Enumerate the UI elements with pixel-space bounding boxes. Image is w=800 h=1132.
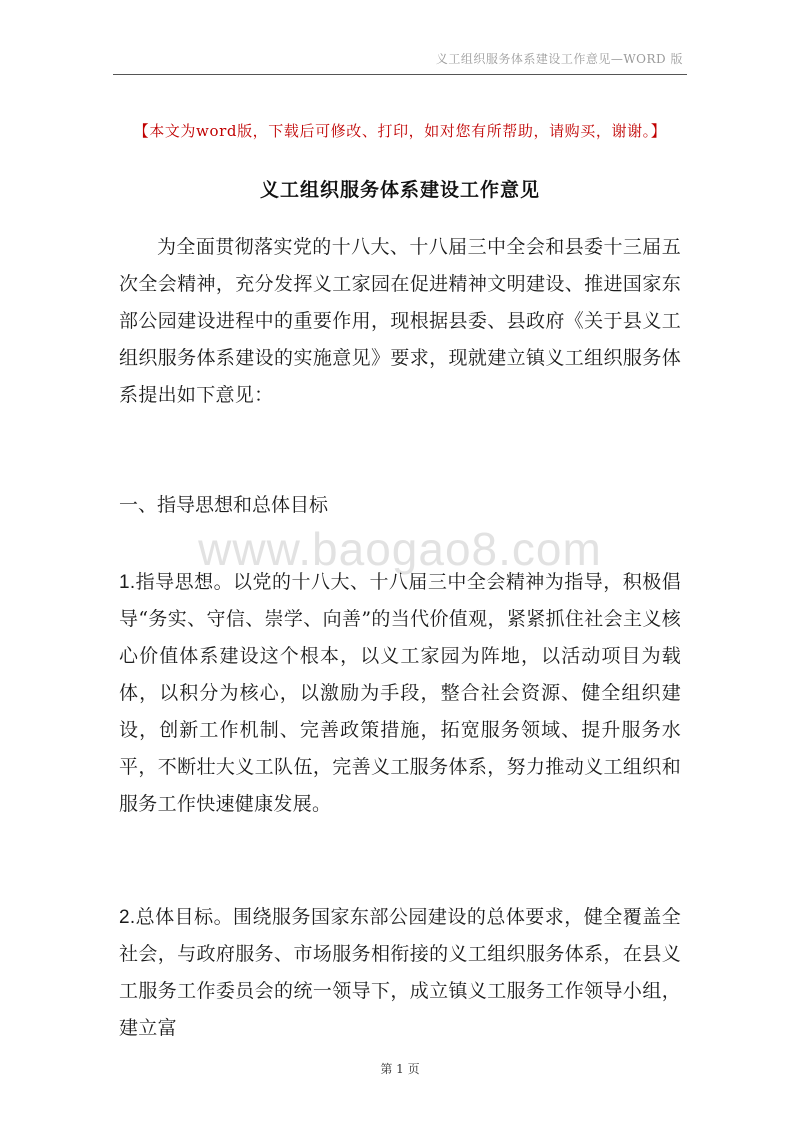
- item-number: 2.: [119, 907, 136, 928]
- document-title: 义工组织服务体系建设工作意见: [259, 179, 540, 201]
- intro-paragraph: 为全面贯彻落实党的十八大、十八届三中全会和县委十三届五次全会精神，充分发挥义工家园在促进精神文明建设、推进国家东部公园建设进程中的重要作用，现根据县委、县政府《关于县义工组织服务体系建设的实施意见》要求，现就建立镇义工组织服务体系提出如下意见：: [119, 236, 681, 406]
- running-header: 义工组织服务体系建设工作意见—WORD 版: [435, 52, 683, 66]
- item-number: 1.: [119, 572, 136, 593]
- section-heading: 一、指导思想和总体目标: [119, 494, 329, 516]
- item-text: 总体目标。围绕服务国家东部公园建设的总体要求，健全覆盖全社会，与政府服务、市场服务相衔接的义工组织服务体系，在县义工服务工作委员会的统一领导下，成立镇义工服务工作领导小组，建立富: [119, 906, 681, 1039]
- paragraph-item-2: [119, 899, 681, 1047]
- item-text: 指导思想。以党的十八大、十八届三中全会精神为指导，积极倡导“务实、守信、崇学、向善”的当代价值观，紧紧抓住社会主义核心价值体系建设这个根本，以义工家园为阵地，以活动项目为载体，以积分为核心，以激励为手段，整合社会资源、健全组织建设，创新工作机制、完善政策措施，拓宽服务领域、提升服务水平，不断壮大义工队伍，完善义工服务体系，努力推动义工组织和服务工作快速健康发展。: [119, 571, 681, 815]
- purchase-notice: 【本文为word版，下载后可修改、打印，如对您有所帮助，请购买，谢谢。】: [133, 122, 667, 140]
- watermark: www.baogao8.com: [198, 523, 602, 575]
- paragraph-item-1: [119, 564, 681, 823]
- page-number: 第 1 页: [380, 1062, 420, 1076]
- header-divider: [113, 74, 687, 75]
